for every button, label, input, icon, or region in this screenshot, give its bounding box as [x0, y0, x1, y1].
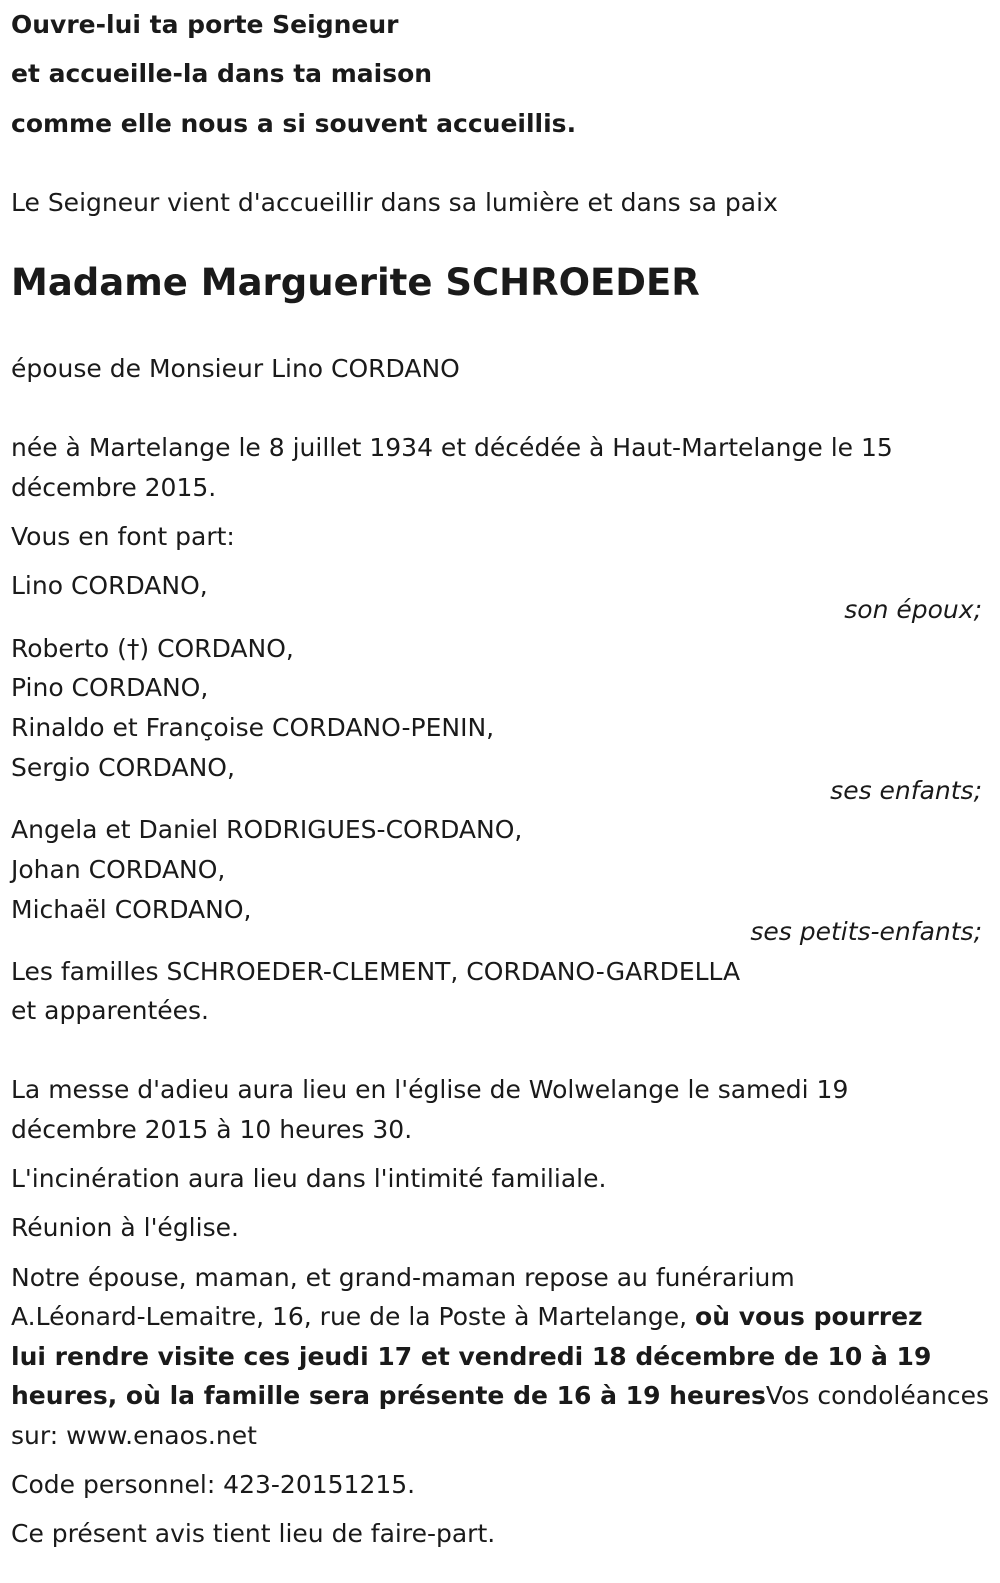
visit-line-1: Notre épouse, maman, et grand-maman repose au funérarium [11, 1263, 795, 1292]
other-families-line-2: et apparentées. [11, 996, 209, 1025]
verse-line-1: Ouvre-lui ta porte Seigneur [11, 10, 399, 39]
closing-text: Ce présent avis tient lieu de faire-part. [11, 1519, 496, 1548]
condolences-text: Vos condoléances [765, 1381, 990, 1410]
visit-line-3: lui rendre visite ces jeudi 17 et vendredi 18 décembre de 10 à 19 [11, 1342, 932, 1371]
personal-code: Code personnel: 423-20151215. [11, 1470, 416, 1499]
visit-line-2 [11, 1297, 923, 1337]
child-name: Rinaldo et Françoise CORDANO-PENIN, [11, 713, 495, 742]
grandchild-name: Angela et Daniel RODRIGUES-CORDANO, [11, 815, 523, 844]
announce-text: Vous en font part: [11, 522, 235, 551]
child-name: Roberto (†) CORDANO, [11, 634, 294, 663]
verse-line-2: et accueille-la dans ta maison [11, 59, 433, 88]
mass-line-1: La messe d'adieu aura lieu en l'église de Wolwelange le samedi 19 [11, 1075, 849, 1104]
grandchild-name: Michaël CORDANO, [11, 895, 252, 924]
verse-line-3: comme elle nous a si souvent accueillis. [11, 109, 577, 138]
visit-address: A.Léonard-Lemaitre, 16, rue de la Poste à Martelange, [11, 1302, 696, 1331]
role-children: ses enfants; [830, 776, 982, 805]
mass-line-2: décembre 2015 à 10 heures 30. [11, 1115, 413, 1144]
birth-death-line-1: née à Martelange le 8 juillet 1934 et décédée à Haut-Martelange le 15 [11, 433, 893, 462]
deceased-name: Madame Marguerite SCHROEDER [11, 261, 700, 304]
condolences-website: sur: www.enaos.net [11, 1421, 257, 1450]
meeting-text: Réunion à l'église. [11, 1213, 239, 1242]
birth-death-line-2: décembre 2015. [11, 473, 217, 502]
visit-hours-intro: où vous pourrez [695, 1302, 923, 1331]
child-name: Sergio CORDANO, [11, 753, 235, 782]
child-name: Pino CORDANO, [11, 673, 209, 702]
role-grandchildren: ses petits-enfants; [750, 917, 982, 946]
grandchild-name: Johan CORDANO, [11, 855, 226, 884]
visit-family-presence: heures, où la famille sera présente de 16 à 19 heures [11, 1381, 766, 1410]
visit-line-4 [11, 1376, 989, 1416]
cremation-text: L'incinération aura lieu dans l'intimité familiale. [11, 1164, 607, 1193]
spouse-line: épouse de Monsieur Lino CORDANO [11, 354, 460, 383]
intro-text: Le Seigneur vient d'accueillir dans sa lumière et dans sa paix [11, 188, 778, 217]
role-spouse: son époux; [844, 595, 982, 624]
other-families-line-1: Les familles SCHROEDER-CLEMENT, CORDANO-GARDELLA [11, 957, 741, 986]
family-spouse-name: Lino CORDANO, [11, 571, 208, 600]
